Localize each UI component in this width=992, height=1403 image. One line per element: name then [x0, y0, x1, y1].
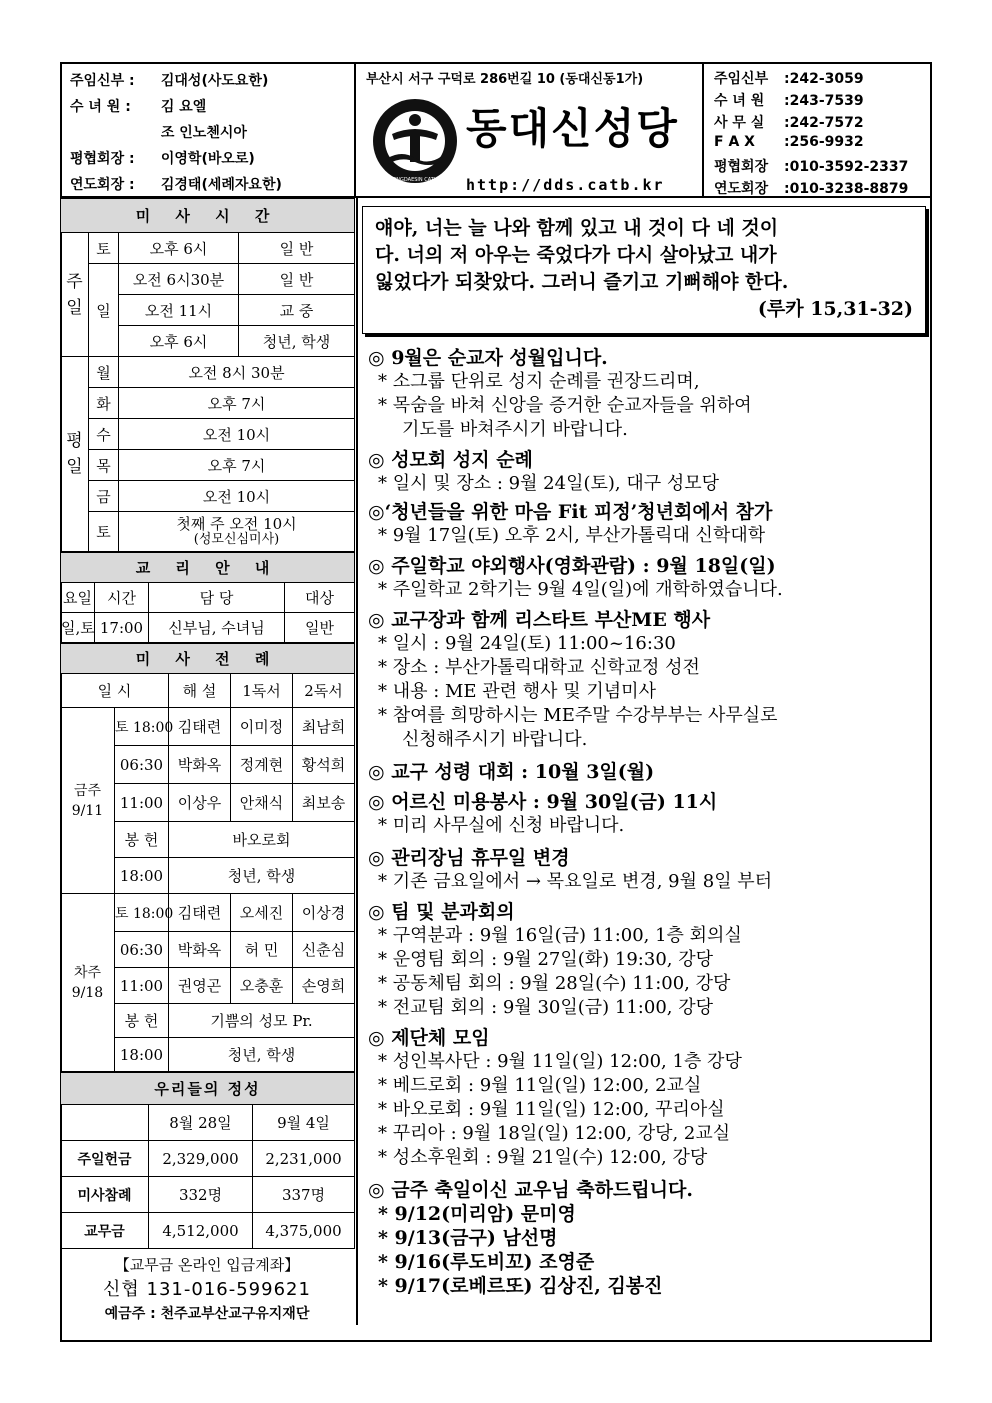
notice-line: * 일시 : 9월 24일(토) 11:00~16:30 — [378, 633, 676, 654]
time-cell: 오전 6시30분 — [119, 264, 239, 295]
time-cell: 첫째 주 오전 10시 (성모신심미사) — [119, 512, 355, 552]
offering-value: 4,512,000 — [149, 1213, 253, 1249]
time-cell: 11:00 — [115, 968, 169, 1004]
offering-label: 주일헌금 — [61, 1141, 149, 1177]
offerings-table — [60, 1072, 355, 1249]
time-cell: 오후 6시 — [119, 326, 239, 357]
account-number: 신협 131-016-599621 — [103, 1279, 311, 1300]
feast-line: * 9/16(루도비꼬) 조영준 — [378, 1251, 595, 1273]
weekday-label: 평일 — [61, 357, 89, 552]
notice-line: * 9월 17일(토) 오후 2시, 부산가톨릭대 신학대학 — [378, 525, 766, 546]
reader-cell: 이미정 — [231, 708, 293, 746]
svg-text:SAINT PAUL DONGDAESIN CATHOLIC: SAINT PAUL DONGDAESIN CATHOLIC CHURCH — [357, 177, 473, 183]
mass-times-title: 미 사 시 간 — [61, 199, 355, 233]
staff-row: 수 녀 원 : 김 요엘 — [70, 99, 207, 115]
notice-title: ◎ 교구장과 함께 리스타트 부산ME 행사 — [368, 609, 711, 631]
contact-row: 연도회장 :010-3238-8879 — [714, 181, 909, 197]
offerings-title: 우리들의 정성 — [61, 1073, 355, 1105]
notice-line: * 베드로회 : 9월 11일(일) 12:00, 2교실 — [378, 1075, 702, 1096]
notice-line: * 소그룹 단위로 성지 순례를 권장드리며, — [378, 371, 700, 392]
offering-value: 337명 — [253, 1177, 355, 1213]
staff-row: 조 인노첸시아 — [160, 125, 247, 141]
reader-cell: 황석희 — [293, 746, 355, 784]
notice-title: ◎ 성모회 성지 순례 — [368, 449, 533, 471]
church-name: 동대신성당 — [466, 104, 679, 153]
notice-title: ◎ 9월은 순교자 성월입니다. — [368, 347, 608, 369]
offering-value: 2,329,000 — [149, 1141, 253, 1177]
catechism-table — [60, 552, 355, 643]
liturgy-table — [60, 643, 355, 1072]
sunday-label: 주일 — [61, 233, 89, 357]
reader-cell: 권영곤 — [169, 968, 231, 1004]
mass-times-table — [60, 198, 355, 552]
reader-cell: 김태련 — [169, 894, 231, 932]
reader-cell: 허 민 — [231, 932, 293, 968]
date-cell: 8월 28일 — [149, 1105, 253, 1141]
notice-line: * 구역분과 : 9월 16일(금) 11:00, 1층 회의실 — [378, 925, 742, 946]
time-cell: 18:00 — [115, 1038, 169, 1072]
catechism-title: 교 리 안 내 — [61, 553, 355, 583]
feast-title: ◎ 금주 축일이신 교우님 축하드립니다. — [368, 1179, 693, 1201]
type-cell: 일 반 — [239, 233, 355, 264]
blank-cell — [61, 1105, 149, 1141]
notice-line: * 참여를 희망하시는 ME주말 수강부부는 사무실로 — [378, 705, 778, 726]
account-holder: 예금주 : 천주교부산교구유지재단 — [104, 1306, 310, 1322]
time-cell: 토 18:00 — [115, 894, 169, 932]
liturgy-title: 미 사 전 례 — [61, 644, 355, 674]
notice-block — [368, 448, 930, 496]
feast-line: * 9/12(미리암) 문미영 — [378, 1203, 576, 1225]
contact-row: 사 무 실 :242-7572 — [714, 115, 864, 131]
notice-line: * 성인복사단 : 9월 11일(일) 12:00, 1층 강당 — [378, 1051, 742, 1072]
notice-title: ◎ 관리장님 휴무일 변경 — [368, 847, 570, 869]
offering-label: 미사참례 — [61, 1177, 149, 1213]
reader-cell: 최보송 — [293, 784, 355, 822]
catechism-cell: 일,토 — [61, 613, 95, 643]
week-label: 금주 9/11 — [61, 708, 115, 894]
staff-row: 평협회장 : 이영학(바오로) — [70, 151, 255, 167]
header-cell: 1독서 — [231, 674, 293, 708]
notices-list — [368, 340, 930, 1298]
type-cell: 청년, 학생 — [239, 326, 355, 357]
notice-line: * 일시 및 장소 : 9월 24일(토), 대구 성모당 — [378, 473, 720, 494]
type-cell: 교 중 — [239, 295, 355, 326]
mass-times-section — [60, 198, 358, 1325]
notice-block — [368, 790, 930, 838]
quote-line: 잃었다가 되찾았다. 그러니 즐기고 기뻐해야 한다. — [375, 271, 789, 293]
contact-row: 수 녀 원 :243-7539 — [714, 93, 864, 109]
day-cell: 일 — [89, 264, 119, 357]
quote-reference: (루카 15,31-32) — [757, 298, 913, 320]
notice-line: * 공동체팀 회의 : 9월 28일(수) 11:00, 강당 — [378, 973, 731, 994]
day-cell: 금 — [89, 481, 119, 512]
contact-row: 주임신부 :242-3059 — [714, 71, 864, 87]
notice-title: ◎ 어르신 미용봉사 : 9월 30일(금) 11시 — [368, 791, 718, 813]
notice-title: ◎ 교구 성령 대회 : 10월 3일(월) — [368, 761, 655, 783]
time-cell: 오후 6시 — [119, 233, 239, 264]
quote-line: 다. 너의 저 아우는 죽었다가 다시 살아났고 내가 — [375, 244, 777, 266]
span-cell: 청년, 학생 — [169, 858, 355, 894]
reader-cell: 이상우 — [169, 784, 231, 822]
notice-block — [368, 500, 930, 548]
reader-cell: 안채식 — [231, 784, 293, 822]
contact-row: F A X :256-9932 — [714, 134, 864, 150]
notice-line: * 주일학교 2학기는 9월 4일(일)에 개학하였습니다. — [378, 579, 783, 600]
reader-cell: 최남희 — [293, 708, 355, 746]
day-cell: 목 — [89, 450, 119, 481]
reader-cell: 손영희 — [293, 968, 355, 1004]
feast-line: * 9/13(금구) 남선명 — [378, 1227, 558, 1249]
header-cell: 담 당 — [149, 583, 285, 613]
notice-line: * 장소 : 부산가톨릭대학교 신학교정 성전 — [378, 657, 700, 678]
notice-line: * 미리 사무실에 신청 바랍니다. — [378, 815, 625, 836]
notice-block — [368, 760, 930, 784]
reader-cell: 이상경 — [293, 894, 355, 932]
notice-title: ◎ 팀 및 분과회의 — [368, 901, 515, 923]
account-box — [60, 1249, 354, 1325]
notice-line: 기도를 바쳐주시기 바랍니다. — [402, 419, 628, 440]
header-cell: 2독서 — [293, 674, 355, 708]
header-cell: 시간 — [95, 583, 149, 613]
time-cell: 오후 7시 — [119, 450, 355, 481]
contact-row: 평협회장 :010-3592-2337 — [714, 159, 909, 175]
quote-line: 얘야, 너는 늘 나와 함께 있고 내 것이 다 네 것이 — [375, 217, 779, 239]
staff-row: 주임신부 : 김대성(사도요한) — [70, 73, 269, 89]
reader-cell: 박화옥 — [169, 746, 231, 784]
span-cell: 기쁨의 성모 Pr. — [169, 1004, 355, 1038]
date-cell: 9월 4일 — [253, 1105, 355, 1141]
notice-block — [368, 346, 930, 442]
feast-line: * 9/17(로베르또) 김상진, 김봉진 — [378, 1275, 663, 1297]
notice-line: * 운영팀 회의 : 9월 27일(화) 19:30, 강당 — [378, 949, 713, 970]
reader-cell: 신춘심 — [293, 932, 355, 968]
catechism-cell: 일반 — [285, 613, 355, 643]
time-cell: 오전 8시 30분 — [119, 357, 355, 388]
header-contacts — [702, 62, 932, 198]
church-logo-icon — [357, 96, 473, 186]
notice-line: * 목숨을 바쳐 신앙을 증거한 순교자들을 위하여 — [378, 395, 752, 416]
reader-cell: 오충훈 — [231, 968, 293, 1004]
notice-block — [368, 554, 930, 602]
header-cell: 일 시 — [61, 674, 169, 708]
day-cell: 수 — [89, 419, 119, 450]
day-cell: 토 — [89, 512, 119, 552]
reader-cell: 박화옥 — [169, 932, 231, 968]
time-cell: 오전 10시 — [119, 419, 355, 450]
time-cell: 11:00 — [115, 784, 169, 822]
day-cell: 월 — [89, 357, 119, 388]
staff-row: 연도회장 : 김경태(세례자요한) — [70, 177, 282, 193]
notice-title: ◎ 제단체 모임 — [368, 1027, 490, 1049]
feast-block — [368, 1178, 930, 1298]
catechism-cell: 17:00 — [95, 613, 149, 643]
church-url[interactable]: http://dds.catb.kr — [466, 176, 665, 194]
notice-title: ◎ 주일학교 야외행사(영화관람) : 9월 18일(일) — [368, 555, 776, 577]
notice-line: * 전교팀 회의 : 9월 30일(금) 11:00, 강당 — [378, 997, 713, 1018]
notice-line: 신청해주시기 바랍니다. — [402, 729, 588, 750]
header-cell: 요일 — [61, 583, 95, 613]
time-cell: 06:30 — [115, 932, 169, 968]
week-label: 차주 9/18 — [61, 894, 115, 1072]
notice-block — [368, 1026, 930, 1170]
time-cell: 오후 7시 — [119, 388, 355, 419]
header-cell: 대상 — [285, 583, 355, 613]
scripture-quote — [362, 206, 926, 334]
header-cell: 해 설 — [169, 674, 231, 708]
span-cell: 바오로회 — [169, 822, 355, 858]
notice-title: ◎‘청년들을 위한 마음 Fit 피정’청년회에서 참가 — [368, 501, 773, 523]
time-cell: 토 18:00 — [115, 708, 169, 746]
offering-label: 교무금 — [61, 1213, 149, 1249]
time-cell: 오전 11시 — [119, 295, 239, 326]
span-cell: 청년, 학생 — [169, 1038, 355, 1072]
notice-line: * 내용 : ME 관련 행사 및 기념미사 — [378, 681, 656, 702]
header-staff — [60, 62, 356, 198]
time-cell: 봉 헌 — [115, 822, 169, 858]
type-cell: 일 반 — [239, 264, 355, 295]
offering-value: 2,231,000 — [253, 1141, 355, 1177]
catechism-cell: 신부님, 수녀님 — [149, 613, 285, 643]
notice-block — [368, 900, 930, 1020]
time-cell: 오전 10시 — [119, 481, 355, 512]
notice-line: * 바오로회 : 9월 11일(일) 12:00, 꾸리아실 — [378, 1099, 725, 1120]
time-cell: 18:00 — [115, 858, 169, 894]
reader-cell: 오세진 — [231, 894, 293, 932]
notice-line: * 기존 금요일에서 → 목요일로 변경, 9월 8일 부터 — [378, 871, 773, 892]
notice-line: * 성소후원회 : 9월 21일(수) 12:00, 강당 — [378, 1147, 708, 1168]
notice-block — [368, 846, 930, 894]
reader-cell: 정계현 — [231, 746, 293, 784]
offering-value: 4,375,000 — [253, 1213, 355, 1249]
time-cell: 봉 헌 — [115, 1004, 169, 1038]
time-cell: 06:30 — [115, 746, 169, 784]
header-church — [356, 62, 702, 198]
notice-line: * 꾸리아 : 9월 18일(일) 12:00, 강당, 2교실 — [378, 1123, 731, 1144]
day-cell: 토 — [89, 233, 119, 264]
offering-value: 332명 — [149, 1177, 253, 1213]
church-address: 부산시 서구 구덕로 286번길 10 (동대신동1가) — [366, 72, 644, 87]
notice-block — [368, 608, 930, 752]
day-cell: 화 — [89, 388, 119, 419]
account-title: 【교무금 온라인 입금계좌】 — [114, 1256, 300, 1274]
reader-cell: 김태련 — [169, 708, 231, 746]
